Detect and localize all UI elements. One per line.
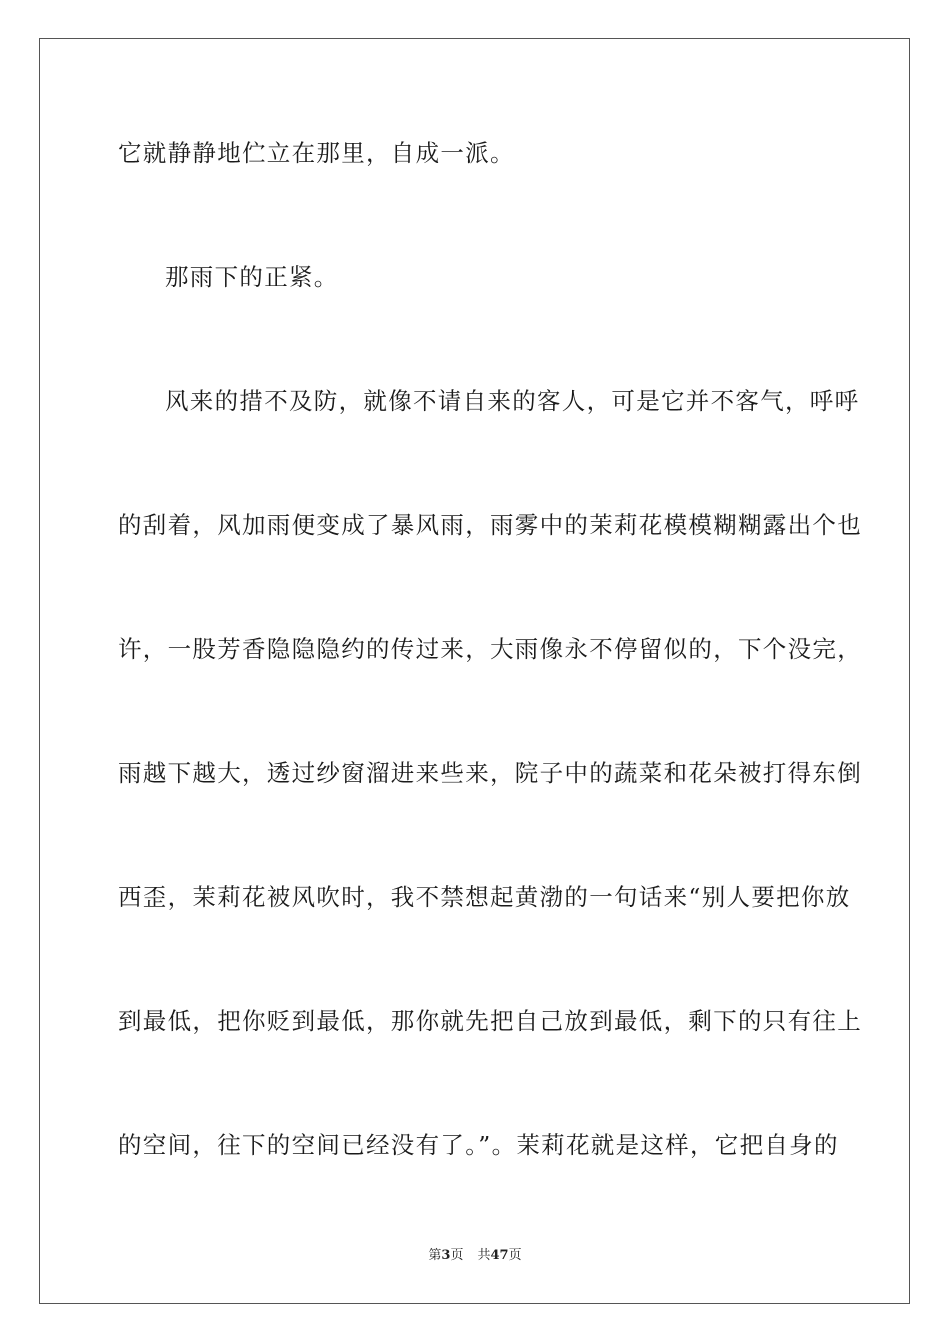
footer-total-prefix: 共 xyxy=(477,1248,491,1263)
text-line-9: 的空间，往下的空间已经没有了。”。茉莉花就是这样，它把自身的 xyxy=(118,1131,839,1159)
page-frame xyxy=(39,38,910,1304)
text-line-1: 它就静静地伫立在那里，自成一派。 xyxy=(118,139,515,167)
text-line-5: 许，一股芳香隐隐隐约的传过来，大雨像永不停留似的，下个没完， xyxy=(118,635,862,663)
text-line-4: 的刮着，风加雨便变成了暴风雨，雨雾中的茉莉花模模糊糊露出个也 xyxy=(118,511,862,539)
page-footer xyxy=(0,1248,950,1264)
text-line-2: 那雨下的正紧。 xyxy=(165,263,339,291)
text-line-7: 西歪，茉莉花被风吹时，我不禁想起黄渤的一句话来“别人要把你放 xyxy=(118,883,851,911)
text-line-3: 风来的措不及防，就像不请自来的客人，可是它并不客气，呼呼 xyxy=(165,387,860,415)
footer-total-suffix: 页 xyxy=(508,1248,522,1263)
text-line-6: 雨越下越大，透过纱窗溜进来些来，院子中的蔬菜和花朵被打得东倒 xyxy=(118,759,862,787)
text-line-8: 到最低，把你贬到最低，那你就先把自己放到最低，剩下的只有往上 xyxy=(118,1007,862,1035)
footer-page-suffix: 页 xyxy=(450,1248,464,1263)
footer-total-number: 47 xyxy=(490,1248,509,1263)
footer-page-prefix: 第 xyxy=(428,1248,442,1263)
footer-page-number: 3 xyxy=(441,1248,451,1263)
